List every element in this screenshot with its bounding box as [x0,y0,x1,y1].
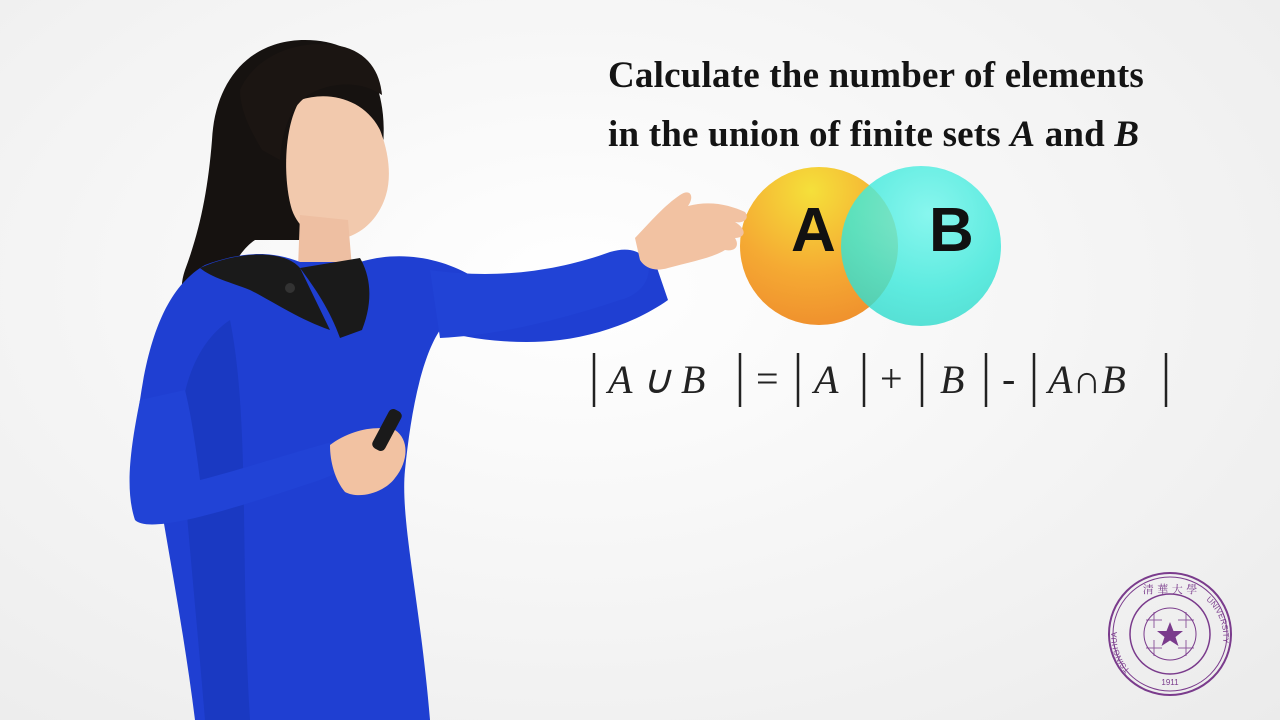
university-seal [1106,570,1234,698]
title-line-2-middle: and [1035,114,1115,155]
presenter-hand-raised [635,192,747,269]
seal-year: 1911 [1161,678,1179,687]
seal-text-right: UNIVERSITY [1204,594,1231,644]
venn-circle-b [841,166,1001,326]
title-line-1: Calculate the number of elements [608,55,1144,96]
presenter-illustration [100,20,780,720]
formula-minus: - [1002,356,1016,401]
seal-text-left: TSINGHUA [1109,631,1132,675]
presenter-neck [298,215,352,268]
seal-chinese-name: 清 華 大 學 [1142,583,1198,596]
lapel-mic [285,283,295,293]
formula-equals: = [756,356,779,401]
formula-term-intersection: A∩B [1048,357,1126,402]
formula-lhs: A ∪ B [608,357,706,402]
seal-star-icon [1157,622,1183,646]
formula-term-a: A [814,357,839,402]
formula-term-b: B [940,357,965,402]
title-line-2-prefix: in the union of finite sets [608,114,1011,155]
title-set-b: B [1114,114,1140,155]
venn-label-a: A [791,196,836,265]
title-set-a: A [1010,114,1036,155]
formula-plus: + [880,356,903,401]
venn-label-b: B [929,196,974,265]
